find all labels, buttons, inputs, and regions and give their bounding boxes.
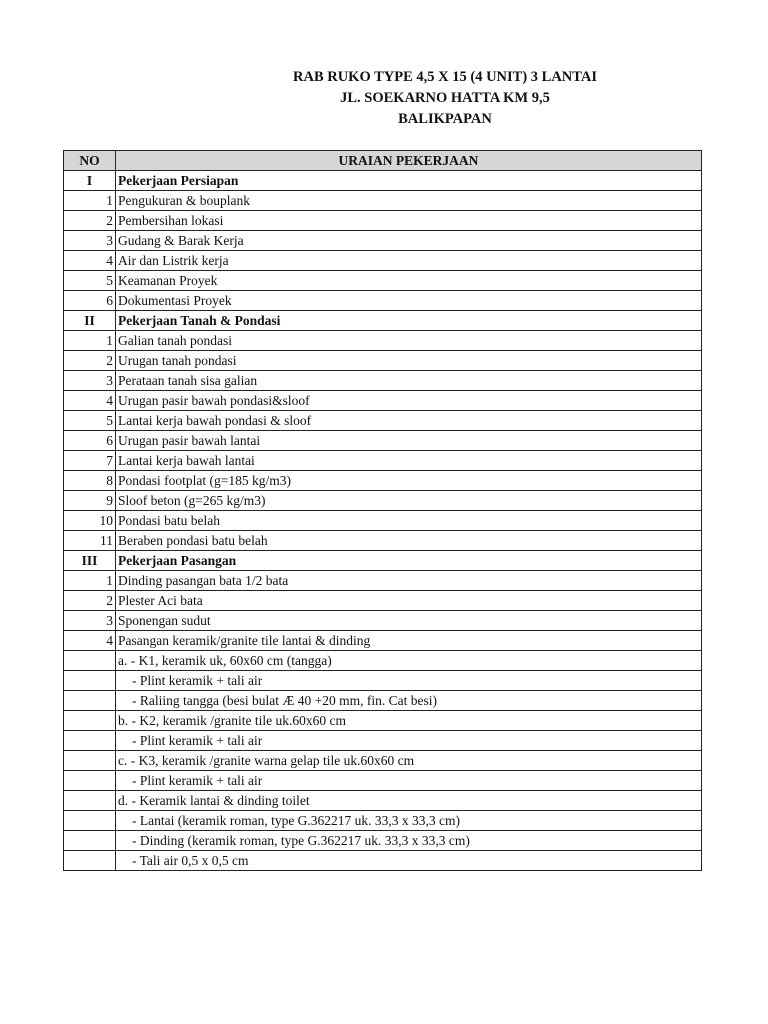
row-number-cell: 6	[64, 291, 116, 311]
row-description-cell: Pondasi footplat (g=185 kg/m3)	[116, 471, 702, 491]
row-description-cell: Pengukuran & bouplank	[116, 191, 702, 211]
row-number-cell: 1	[64, 571, 116, 591]
row-number-cell	[64, 811, 116, 831]
table-row	[64, 511, 702, 531]
row-number-cell: II	[64, 311, 116, 331]
table-row	[64, 271, 702, 291]
table-row	[64, 391, 702, 411]
table-row	[64, 371, 702, 391]
row-number-cell	[64, 851, 116, 871]
row-number-cell	[64, 791, 116, 811]
row-description-cell: - Plint keramik + tali air	[116, 771, 702, 791]
row-description-cell: Keamanan Proyek	[116, 271, 702, 291]
row-description-cell: Pasangan keramik/granite tile lantai & dinding	[116, 631, 702, 651]
row-number-cell: 2	[64, 211, 116, 231]
column-header-description: URAIAN PEKERJAAN	[116, 151, 702, 171]
section-row	[64, 551, 702, 571]
column-header-no: NO	[64, 151, 116, 171]
table-row	[64, 211, 702, 231]
table-row	[64, 791, 702, 811]
row-description-cell: Urugan pasir bawah lantai	[116, 431, 702, 451]
row-number-cell	[64, 711, 116, 731]
row-description-cell: Pekerjaan Tanah & Pondasi	[116, 311, 702, 331]
table-row	[64, 751, 702, 771]
table-row	[64, 351, 702, 371]
row-number-cell: 3	[64, 611, 116, 631]
row-number-cell: 4	[64, 631, 116, 651]
table-row	[64, 631, 702, 651]
row-number-cell: 7	[64, 451, 116, 471]
table-row	[64, 571, 702, 591]
row-description-cell: Pembersihan lokasi	[116, 211, 702, 231]
table-row	[64, 711, 702, 731]
row-number-cell: 6	[64, 431, 116, 451]
row-description-cell: Gudang & Barak Kerja	[116, 231, 702, 251]
row-description-cell: - Raliing tangga (besi bulat Æ 40 +20 mm, fin. Cat besi)	[116, 691, 702, 711]
table-row	[64, 531, 702, 551]
row-description-cell: Sloof beton (g=265 kg/m3)	[116, 491, 702, 511]
row-number-cell: 11	[64, 531, 116, 551]
table-row	[64, 591, 702, 611]
row-number-cell	[64, 651, 116, 671]
table-row	[64, 611, 702, 631]
row-description-cell: Dokumentasi Proyek	[116, 291, 702, 311]
row-description-cell: Urugan pasir bawah pondasi&sloof	[116, 391, 702, 411]
section-row	[64, 171, 702, 191]
row-description-cell: - Tali air 0,5 x 0,5 cm	[116, 851, 702, 871]
section-row	[64, 311, 702, 331]
row-description-cell: Perataan tanah sisa galian	[116, 371, 702, 391]
table-row	[64, 191, 702, 211]
document-header	[0, 67, 768, 130]
row-description-cell: d. - Keramik lantai & dinding toilet	[116, 791, 702, 811]
row-description-cell: - Plint keramik + tali air	[116, 731, 702, 751]
row-number-cell: 1	[64, 191, 116, 211]
table-row	[64, 251, 702, 271]
table-row	[64, 451, 702, 471]
row-number-cell	[64, 831, 116, 851]
table-body	[64, 171, 702, 871]
table-row	[64, 411, 702, 431]
table-row	[64, 431, 702, 451]
row-number-cell: 10	[64, 511, 116, 531]
row-number-cell: 9	[64, 491, 116, 511]
row-number-cell	[64, 671, 116, 691]
row-number-cell: 5	[64, 411, 116, 431]
row-description-cell: Pekerjaan Pasangan	[116, 551, 702, 571]
row-number-cell: I	[64, 171, 116, 191]
document-city: BALIKPAPAN	[398, 111, 492, 127]
row-number-cell: 3	[64, 231, 116, 251]
row-description-cell: b. - K2, keramik /granite tile uk.60x60 cm	[116, 711, 702, 731]
table-row	[64, 811, 702, 831]
document-title: RAB RUKO TYPE 4,5 X 15 (4 UNIT) 3 LANTAI	[293, 69, 597, 85]
row-description-cell: Pondasi batu belah	[116, 511, 702, 531]
row-description-cell: Beraben pondasi batu belah	[116, 531, 702, 551]
row-description-cell: c. - K3, keramik /granite warna gelap tile uk.60x60 cm	[116, 751, 702, 771]
row-number-cell: III	[64, 551, 116, 571]
row-number-cell	[64, 731, 116, 751]
row-number-cell: 4	[64, 391, 116, 411]
table-row	[64, 671, 702, 691]
table-row	[64, 731, 702, 751]
table-header-row	[64, 151, 702, 171]
row-number-cell: 1	[64, 331, 116, 351]
table-row	[64, 651, 702, 671]
row-description-cell: Urugan tanah pondasi	[116, 351, 702, 371]
row-description-cell: Lantai kerja bawah pondasi & sloof	[116, 411, 702, 431]
table-row	[64, 471, 702, 491]
row-number-cell: 4	[64, 251, 116, 271]
table-row	[64, 691, 702, 711]
rab-table	[63, 150, 702, 871]
row-description-cell: Galian tanah pondasi	[116, 331, 702, 351]
row-description-cell: Pekerjaan Persiapan	[116, 171, 702, 191]
row-description-cell: a. - K1, keramik uk, 60x60 cm (tangga)	[116, 651, 702, 671]
row-number-cell	[64, 691, 116, 711]
row-description-cell: Air dan Listrik kerja	[116, 251, 702, 271]
document-address: JL. SOEKARNO HATTA KM 9,5	[340, 90, 550, 106]
row-number-cell: 8	[64, 471, 116, 491]
row-number-cell: 2	[64, 351, 116, 371]
row-description-cell: Plester Aci bata	[116, 591, 702, 611]
row-description-cell: Sponengan sudut	[116, 611, 702, 631]
row-number-cell: 3	[64, 371, 116, 391]
table-row	[64, 331, 702, 351]
row-description-cell: Dinding pasangan bata 1/2 bata	[116, 571, 702, 591]
row-description-cell: Lantai kerja bawah lantai	[116, 451, 702, 471]
row-description-cell: - Dinding (keramik roman, type G.362217 uk. 33,3 x 33,3 cm)	[116, 831, 702, 851]
row-description-cell: - Lantai (keramik roman, type G.362217 uk. 33,3 x 33,3 cm)	[116, 811, 702, 831]
row-number-cell	[64, 771, 116, 791]
table-row	[64, 291, 702, 311]
row-number-cell: 5	[64, 271, 116, 291]
row-description-cell: - Plint keramik + tali air	[116, 671, 702, 691]
row-number-cell	[64, 751, 116, 771]
table-row	[64, 231, 702, 251]
table-row	[64, 491, 702, 511]
row-number-cell: 2	[64, 591, 116, 611]
table-row	[64, 771, 702, 791]
table-row	[64, 831, 702, 851]
table-row	[64, 851, 702, 871]
